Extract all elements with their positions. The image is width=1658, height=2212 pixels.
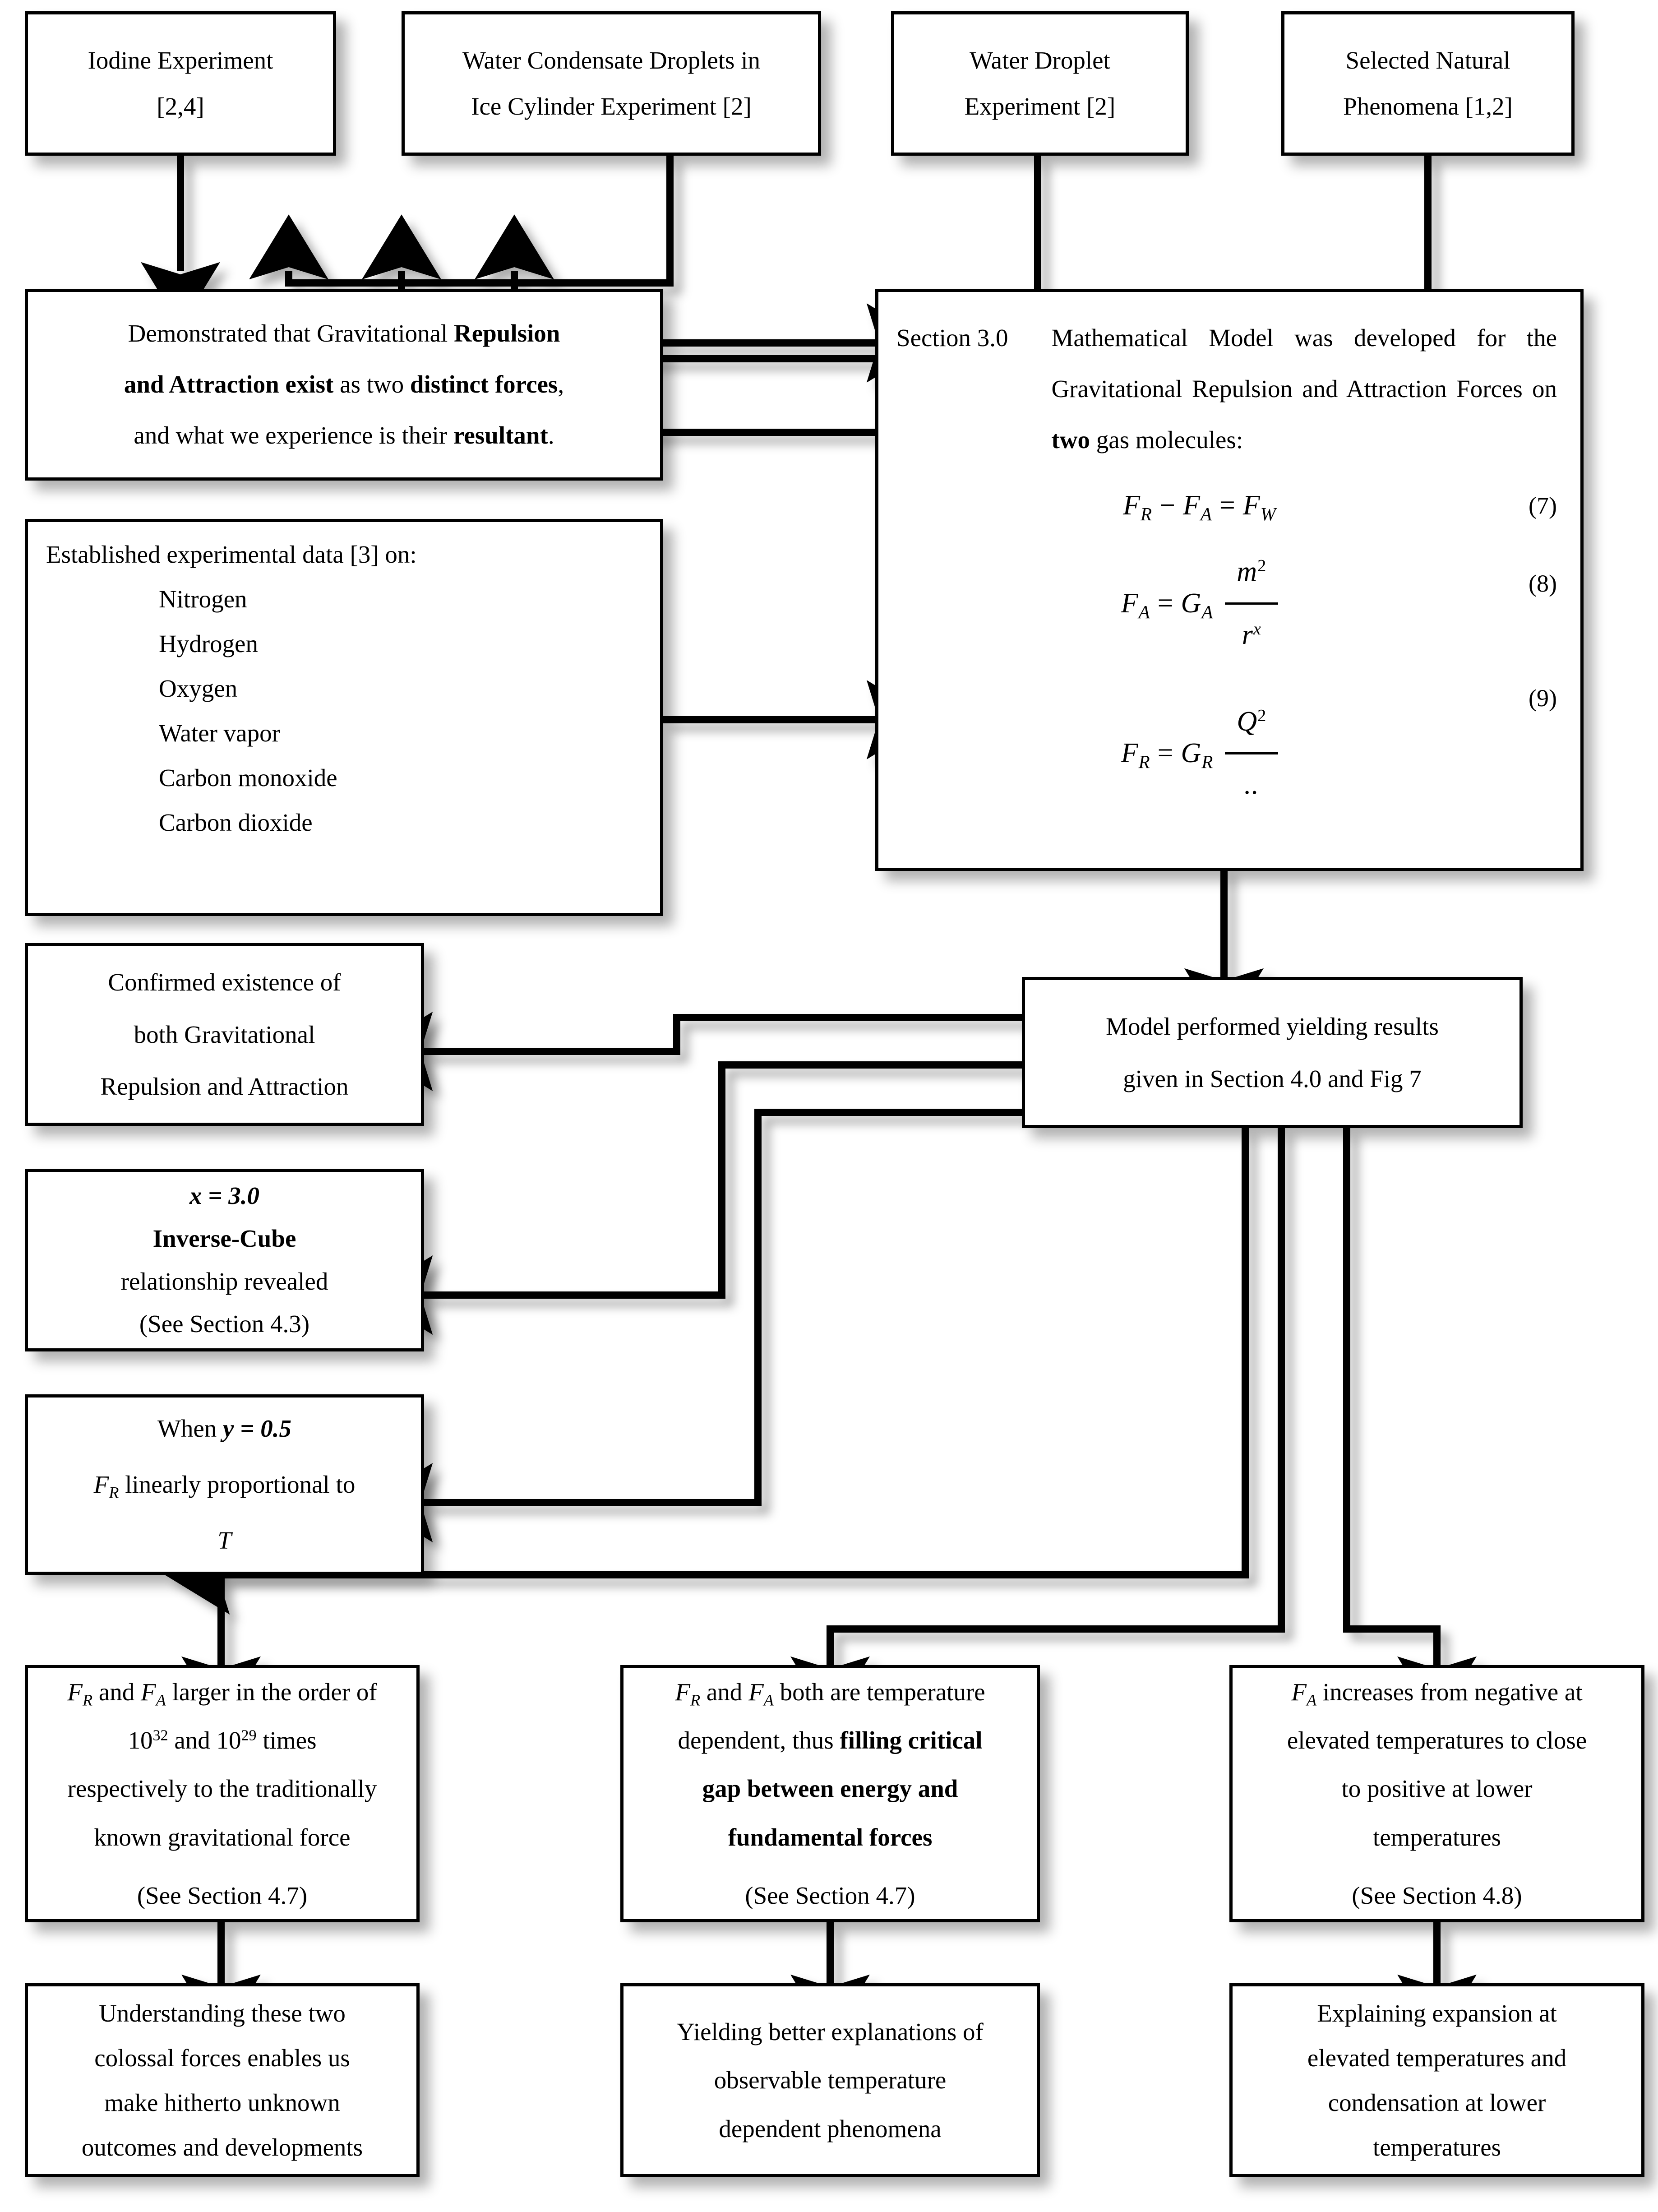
- explaining-line1: Explaining expansion at: [1317, 1999, 1557, 2027]
- equation-8-row: [896, 543, 1557, 664]
- demonstrated-line2: and Attraction exist as two distinct forces,: [124, 370, 564, 398]
- section30-body: Mathematical Model was developed for the Gravitational Repulsion and Attraction Forces on two gas molecules:: [1051, 324, 1557, 454]
- when-y-line2: $F_R$ linearly proportional to: [93, 1471, 356, 1502]
- inverse-cube-line1: x = 3.0: [189, 1182, 260, 1210]
- understanding-line3: make hitherto unknown: [104, 2089, 340, 2116]
- inverse-cube-line4: (See Section 4.3): [139, 1310, 310, 1338]
- temp-line2: dependent, thus filling critical: [678, 1726, 983, 1754]
- yielding-line1: Yielding better explanations of: [677, 2018, 984, 2046]
- edge-model-to-confirmed: [424, 1018, 1022, 1051]
- node-model-performed-results[interactable]: [1022, 977, 1523, 1128]
- confirmed-line2: both Gravitational: [134, 1020, 315, 1048]
- equation-9: $F_R$ = $G_R$ $\frac{Q^2}{..}$: [1121, 693, 1279, 814]
- established-item: Oxygen: [159, 675, 238, 702]
- equation-7: $F_R$ − $F_A$ = $F_W$: [1123, 490, 1276, 525]
- established-item: Hydrogen: [159, 630, 258, 657]
- order-line3: respectively to the traditionally: [67, 1775, 377, 1803]
- node-established-experimental-data[interactable]: [25, 519, 663, 916]
- order-line5: (See Section 4.7): [137, 1881, 308, 1909]
- equation-9-fraction: $\frac{Q^2}{..}$: [1225, 693, 1278, 814]
- droplet-line1: Water Droplet: [970, 46, 1110, 74]
- order-line1: $F_R$ and $F_A$ larger in the order of: [67, 1678, 377, 1709]
- equation-9-row: [896, 673, 1557, 800]
- equation-8-number: (8): [1529, 570, 1557, 597]
- inverse-cube-line2: Inverse-Cube: [152, 1224, 296, 1252]
- droplet-line2: Experiment [2]: [964, 93, 1116, 120]
- yielding-line2: observable temperature: [714, 2066, 947, 2094]
- demonstrated-line1: Demonstrated that Gravitational Repulsion: [128, 319, 560, 347]
- confirmed-line3: Repulsion and Attraction: [100, 1073, 349, 1101]
- order-line2: $10^{32}$ and $10^{29}$ times: [128, 1726, 317, 1754]
- established-item: Nitrogen: [159, 585, 247, 613]
- section30-label: Section 3.0: [896, 324, 1008, 352]
- understanding-line4: outcomes and developments: [81, 2133, 363, 2161]
- node-water-droplet-experiment[interactable]: [891, 11, 1189, 156]
- node-water-condensate-experiment[interactable]: [402, 11, 821, 156]
- model-line2: given in Section 4.0 and Fig 7: [1123, 1064, 1422, 1092]
- edge-model-to-inverse-cube: [424, 1065, 1022, 1295]
- when-y-line1: When y = 0.5: [157, 1415, 292, 1443]
- yielding-line3: dependent phenomena: [719, 2115, 942, 2143]
- temp-line5: (See Section 4.7): [745, 1881, 915, 1909]
- explaining-line2: elevated temperatures and: [1307, 2044, 1567, 2072]
- iodine-line2: [2,4]: [157, 93, 204, 120]
- edge-model-to-fa-increases: [1347, 1128, 1437, 1665]
- edge-condensate-to-demonstrated: [289, 156, 670, 283]
- node-demonstrated-repulsion-attraction[interactable]: [25, 289, 663, 481]
- established-heading: Established experimental data [3] on:: [46, 541, 417, 568]
- fa-line1: $F_A$ increases from negative at: [1291, 1678, 1583, 1709]
- explaining-line4: temperatures: [1372, 2133, 1501, 2161]
- node-selected-natural-phenomena[interactable]: [1281, 11, 1575, 156]
- understanding-line2: colossal forces enables us: [94, 2044, 350, 2072]
- node-when-y-equals-half[interactable]: [25, 1394, 424, 1575]
- confirmed-line1: Confirmed existence of: [108, 968, 341, 996]
- condensate-line1: Water Condensate Droplets in: [462, 46, 760, 74]
- edge-model-to-temp-dependent-2: [830, 1128, 1281, 1665]
- established-item: Carbon monoxide: [159, 764, 337, 791]
- demonstrated-line3: and what we experience is their resultant.: [134, 421, 554, 449]
- temp-line3: gap between energy and: [702, 1775, 958, 1803]
- node-fa-increases[interactable]: [1229, 1665, 1644, 1922]
- temp-line1: $F_R$ and $F_A$ both are temperature: [675, 1678, 985, 1709]
- equation-8-fraction: $\frac{m^2}{r^x}$: [1225, 543, 1278, 664]
- explaining-line3: condensation at lower: [1328, 2089, 1546, 2116]
- natural-line2: Phenomena [1,2]: [1343, 93, 1513, 120]
- fa-line4: temperatures: [1372, 1823, 1501, 1851]
- node-explaining-expansion[interactable]: [1229, 1983, 1644, 2177]
- equation-9-number: (9): [1529, 684, 1557, 712]
- inverse-cube-line3: relationship revealed: [120, 1267, 328, 1295]
- node-iodine-experiment[interactable]: [25, 11, 336, 156]
- fa-line2: elevated temperatures to close: [1287, 1726, 1587, 1754]
- node-order-of-magnitude[interactable]: [25, 1665, 420, 1922]
- equation-7-number: (7): [1529, 492, 1557, 519]
- when-y-line3: T: [217, 1526, 231, 1554]
- order-line4: known gravitational force: [94, 1823, 351, 1851]
- iodine-line1: Iodine Experiment: [88, 46, 273, 74]
- fa-line3: to positive at lower: [1341, 1775, 1533, 1803]
- established-item: Carbon dioxide: [159, 809, 313, 836]
- equation-8: $F_A$ = $G_A$ $\frac{m^2}{r^x}$: [1121, 543, 1279, 664]
- node-section-3-0-math-model[interactable]: [875, 289, 1584, 871]
- section30-equations: [896, 477, 1557, 800]
- node-temperature-dependent[interactable]: [620, 1665, 1040, 1922]
- natural-line1: Selected Natural: [1345, 46, 1510, 74]
- node-confirmed-existence[interactable]: [25, 943, 424, 1126]
- equation-7-row: [896, 477, 1557, 534]
- temp-line4: fundamental forces: [728, 1823, 933, 1851]
- condensate-line2: Ice Cylinder Experiment [2]: [471, 93, 752, 120]
- node-inverse-cube-relationship[interactable]: [25, 1169, 424, 1351]
- model-line1: Model performed yielding results: [1106, 1013, 1439, 1040]
- node-understanding-forces[interactable]: [25, 1983, 420, 2177]
- fa-line5: (See Section 4.8): [1352, 1881, 1522, 1909]
- edge-model-to-when-y: [424, 1112, 1022, 1503]
- node-yielding-explanations[interactable]: [620, 1983, 1040, 2177]
- established-item: Water vapor: [159, 719, 280, 747]
- understanding-line1: Understanding these two: [99, 1999, 346, 2027]
